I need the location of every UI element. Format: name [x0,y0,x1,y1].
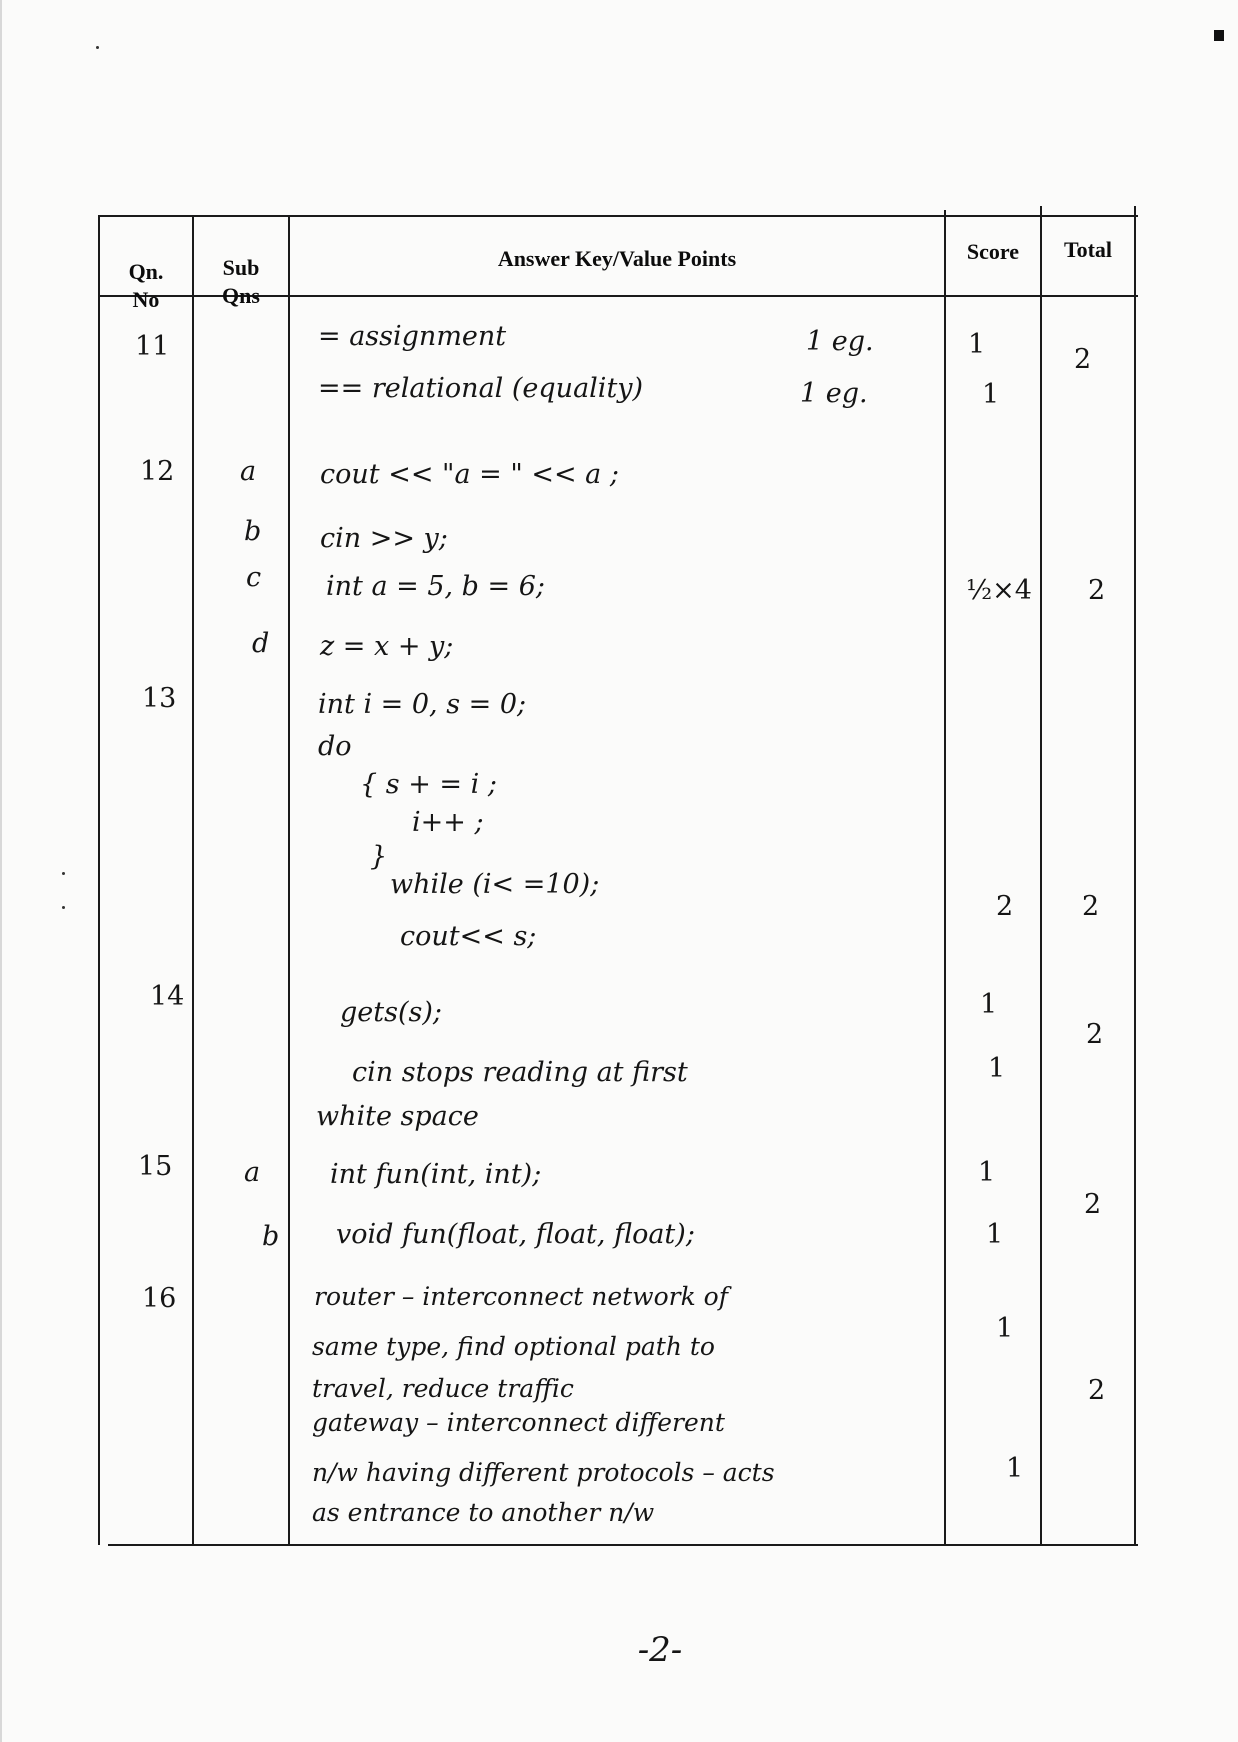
header-total: Total [1063,237,1113,262]
col-border-score [1040,206,1042,1545]
answer-line: void fun(float, float, float); [336,1219,695,1250]
code-line: i++ ; [412,807,484,838]
score-value: 1 [980,989,998,1020]
score-value: ½×4 [966,575,1032,606]
header-sub-qns [194,254,288,310]
sub-qn-label: a [240,456,257,487]
answer-line: cin >> y; [320,523,448,554]
table-bottom-border [108,1544,1138,1546]
answer-line: gets(s); [340,997,442,1028]
col-border-qn [192,215,194,1545]
code-line: do [318,731,352,762]
sub-qn-label: b [262,1221,280,1252]
code-line: int i = 0, s = 0; [318,689,527,720]
example-note: 1 eg. [800,378,868,409]
total-value: 2 [1088,1375,1106,1406]
code-line: cout<< s; [400,921,537,952]
header-score: Score [966,239,1020,264]
col-border-right [1134,206,1136,1545]
answer-line: n/w having different protocols – acts [312,1458,775,1487]
answer-line: travel, reduce traffic [312,1374,574,1403]
qn-number: 16 [142,1283,177,1314]
page-number: -2- [637,1630,683,1670]
answer-line: cin stops reading at first [352,1057,688,1088]
total-value: 2 [1086,1019,1104,1050]
sub-qn-label: c [246,562,262,593]
col-border-left [98,215,100,1545]
total-value: 2 [1082,891,1100,922]
code-line: { s + = i ; [360,769,497,800]
answer-line: white space [316,1101,479,1132]
header-qn-no-label: Qn. No [128,259,164,312]
answer-line: = assignment [318,321,507,352]
sub-qn-label: b [244,516,262,547]
total-value: 2 [1074,344,1092,375]
answer-line: int a = 5, b = 6; [326,571,546,602]
code-line: } [370,841,388,872]
qn-number: 12 [140,456,175,487]
total-value: 2 [1084,1189,1102,1220]
answer-line: as entrance to another n/w [312,1498,655,1527]
header-qn-no [100,258,192,314]
answer-line: cout << "a = " << a ; [320,459,619,490]
score-value: 1 [996,1313,1014,1344]
qn-number: 11 [135,331,170,362]
header-answer: Answer Key/Value Points [497,246,737,271]
header-sub-qns-label: Sub Qns [222,255,260,308]
total-value: 2 [1088,575,1106,606]
sub-qn-label: d [252,628,270,659]
col-border-answer [944,210,946,1545]
score-value: 1 [982,379,1000,410]
code-line: while (i< =10); [390,869,600,900]
score-value: 1 [1006,1453,1024,1484]
answer-line: router – interconnect network of [314,1282,728,1311]
example-note: 1 eg. [806,326,874,357]
qn-number: 15 [138,1151,173,1182]
score-value: 1 [978,1157,996,1188]
answer-line: int fun(int, int); [330,1159,542,1190]
score-value: 1 [968,329,986,360]
qn-number: 14 [150,981,185,1012]
score-value: 2 [996,891,1014,922]
table-top-border [98,215,1138,217]
col-border-sub [288,215,290,1545]
qn-number: 13 [142,683,177,714]
answer-line: same type, find optional path to [312,1332,715,1361]
score-value: 1 [988,1053,1006,1084]
answer-line: gateway – interconnect different [312,1408,725,1437]
score-value: 1 [986,1219,1004,1250]
answer-line: z = x + y; [320,631,454,662]
answer-line: == relational (equality) [318,373,644,404]
sub-qn-label: a [244,1157,261,1188]
